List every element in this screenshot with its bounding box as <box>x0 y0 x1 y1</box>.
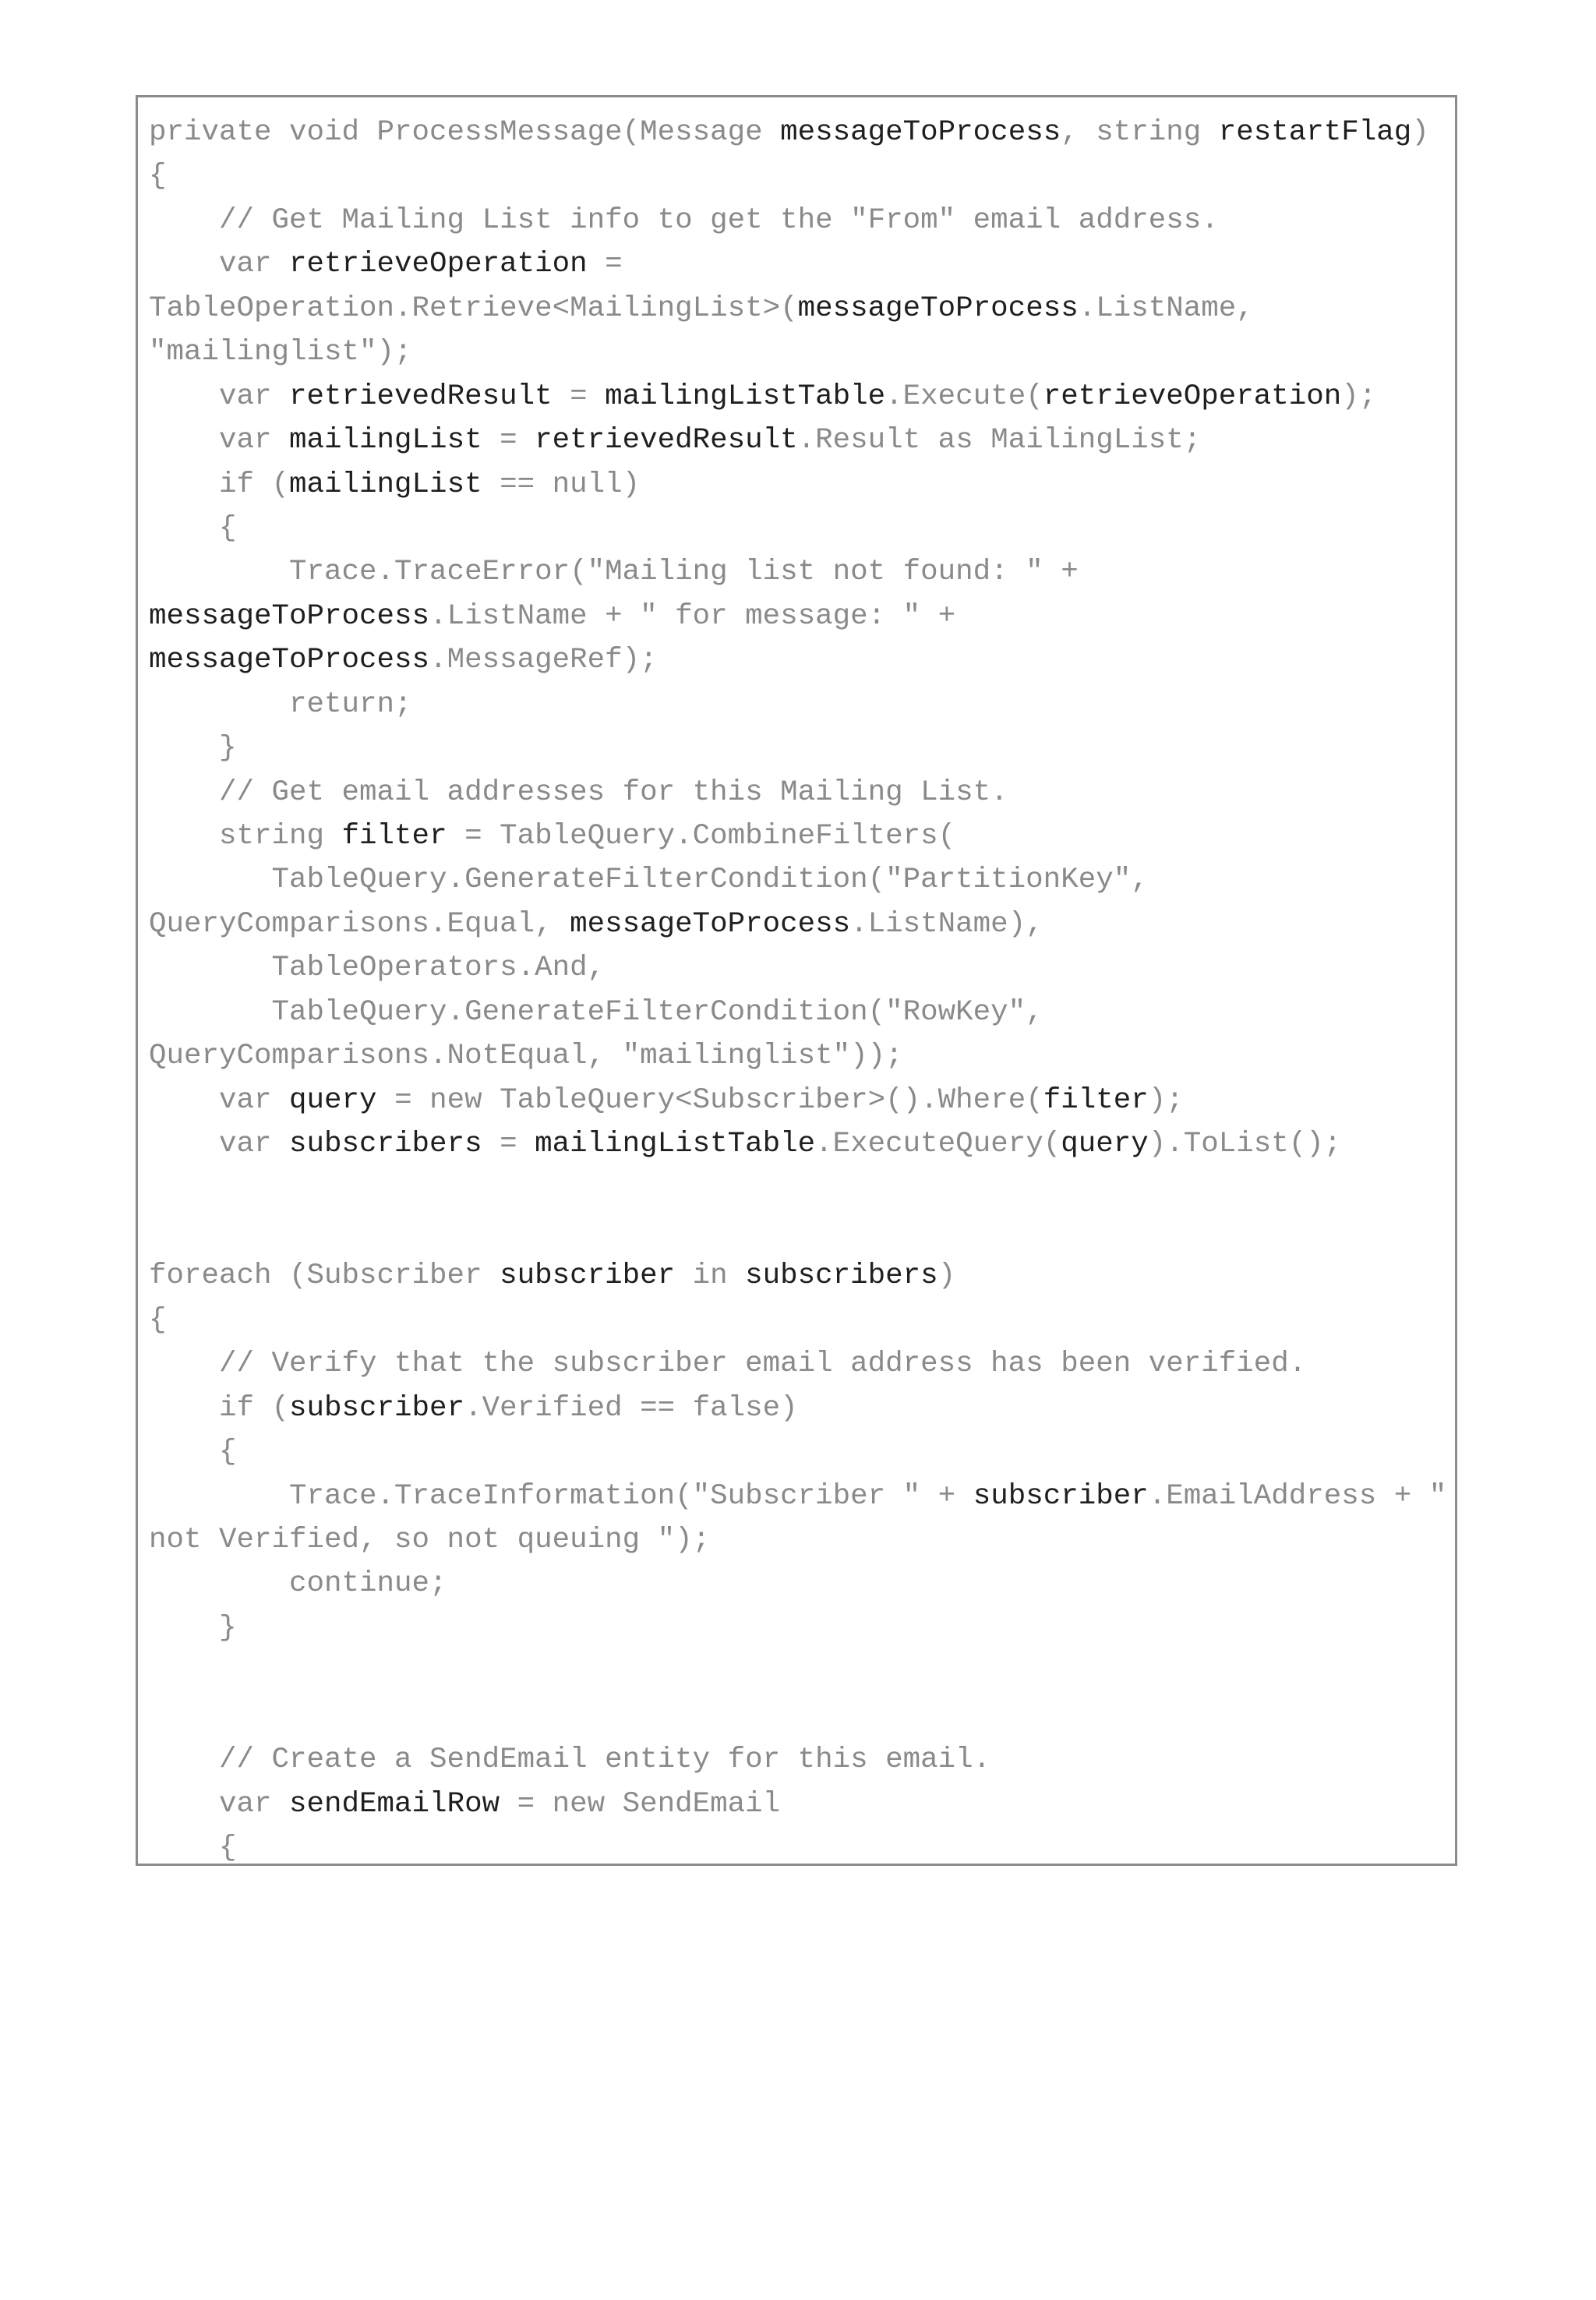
code-identifier: subscriber <box>973 1479 1149 1513</box>
code-token: == null) <box>482 468 641 501</box>
code-token: var <box>149 1787 290 1821</box>
code-line <box>149 1387 1446 1430</box>
code-token: = new SendEmail <box>500 1787 781 1821</box>
code-identifier: retrieveOperation <box>289 248 588 281</box>
code-token: .ListName), <box>850 907 1043 941</box>
code-token: .ExecuteQuery( <box>815 1128 1061 1161</box>
code-token: string <box>149 820 342 853</box>
code-token: .EmailAddress + " <box>1148 1479 1447 1513</box>
code-line <box>149 771 1446 814</box>
code-token: } <box>149 732 237 765</box>
code-line <box>149 154 1446 198</box>
code-line <box>149 1298 1446 1342</box>
code-identifier: messageToProcess <box>570 907 851 941</box>
code-identifier: mailingListTable <box>535 1128 816 1161</box>
code-line <box>149 726 1446 770</box>
code-line <box>149 1079 1446 1122</box>
code-line <box>149 375 1446 419</box>
code-token: "mailinglist"); <box>149 336 412 369</box>
code-token: = TableQuery.CombineFilters( <box>447 820 956 853</box>
code-line <box>149 1518 1446 1562</box>
code-token: ) <box>1411 116 1429 149</box>
code-token: TableOperation.Retrieve<MailingList>( <box>149 291 798 325</box>
code-token: { <box>149 511 237 545</box>
code-line <box>149 330 1446 374</box>
code-token: { <box>149 1303 167 1337</box>
code-token: .Verified == false) <box>464 1391 798 1425</box>
code-token: var <box>149 380 290 413</box>
code-token: { <box>149 1436 237 1469</box>
code-token: { <box>149 1832 237 1865</box>
code-identifier: mailingList <box>289 424 482 458</box>
code-token: TableQuery.GenerateFilterCondition("PartitionKey", <box>149 864 1149 897</box>
code-token: .ListName, <box>1078 291 1254 325</box>
code-token: Trace.TraceInformation("Subscriber " + <box>149 1479 973 1513</box>
code-line <box>149 638 1446 682</box>
code-block <box>136 95 1457 1866</box>
code-identifier: subscribers <box>745 1260 938 1293</box>
code-identifier: messageToProcess <box>149 599 430 633</box>
code-identifier: messageToProcess <box>797 291 1079 325</box>
code-identifier: filter <box>341 820 447 853</box>
code-line <box>149 1650 1446 1694</box>
code-line <box>149 991 1446 1034</box>
code-identifier: subscriber <box>500 1260 676 1293</box>
code-identifier: query <box>1061 1128 1149 1161</box>
code-token: Trace.TraceError("Mailing list not found: " + <box>149 556 1079 589</box>
code-token: ).ToList(); <box>1148 1128 1342 1161</box>
code-line <box>149 1606 1446 1650</box>
code-line <box>149 1430 1446 1474</box>
code-identifier: retrievedResult <box>289 380 553 413</box>
code-token: ); <box>1148 1083 1184 1117</box>
code-line <box>149 858 1446 902</box>
code-identifier: mailingList <box>289 468 482 501</box>
code-line <box>149 463 1446 507</box>
code-token: // Get email addresses for this Mailing List. <box>149 775 1008 809</box>
code-line <box>149 242 1446 286</box>
code-line <box>149 1342 1446 1386</box>
code-token: } <box>149 1611 237 1645</box>
code-token: // Verify that the subscriber email address has been verified. <box>149 1348 1307 1381</box>
code-token: TableQuery.GenerateFilterCondition("RowKey", <box>149 995 1043 1029</box>
code-identifier: restartFlag <box>1218 116 1412 149</box>
code-line <box>149 1475 1446 1518</box>
code-identifier: filter <box>1043 1083 1149 1117</box>
code-identifier: retrieveOperation <box>1043 380 1342 413</box>
code-token: foreach (Subscriber <box>149 1260 500 1293</box>
code-token: { <box>149 160 167 193</box>
code-token: private void ProcessMessage(Message <box>149 116 781 149</box>
code-token: in <box>675 1260 746 1293</box>
code-token: TableOperators.And, <box>149 952 606 985</box>
code-line <box>149 1167 1446 1210</box>
code-token: .MessageRef); <box>429 644 658 677</box>
code-token: var <box>149 1128 290 1161</box>
code-token: = <box>552 380 606 413</box>
code-identifier: sendEmailRow <box>289 1787 500 1821</box>
code-token: ) <box>937 1260 956 1293</box>
code-token: QueryComparisons.NotEqual, "mailinglist")); <box>149 1040 903 1073</box>
code-token: , string <box>1061 116 1219 149</box>
code-token: = <box>482 424 535 458</box>
code-token: if ( <box>149 1391 290 1425</box>
code-token: // Create a SendEmail entity for this email. <box>149 1744 991 1777</box>
code-token: var <box>149 424 290 458</box>
code-line <box>149 111 1446 154</box>
code-token: .ListName + " for message: " + <box>429 599 956 633</box>
code-token: continue; <box>149 1567 447 1601</box>
code-identifier: subscriber <box>289 1391 465 1425</box>
code-lines <box>149 111 1446 1866</box>
code-identifier: mailingListTable <box>605 380 886 413</box>
code-line <box>149 550 1446 594</box>
code-line <box>149 903 1446 946</box>
code-line <box>149 814 1446 858</box>
code-line <box>149 1254 1446 1298</box>
code-token: = <box>482 1128 535 1161</box>
code-line <box>149 683 1446 726</box>
code-line <box>149 507 1446 550</box>
code-token: QueryComparisons.Equal, <box>149 907 570 941</box>
code-identifier: messageToProcess <box>780 116 1061 149</box>
code-line <box>149 287 1446 330</box>
code-line <box>149 1826 1446 1866</box>
code-token: not Verified, so not queuing "); <box>149 1524 711 1556</box>
code-line <box>149 1738 1446 1782</box>
code-token: = new TableQuery<Subscriber>().Where( <box>376 1083 1043 1117</box>
code-line <box>149 1782 1446 1826</box>
code-token: var <box>149 1083 290 1117</box>
code-line <box>149 1562 1446 1606</box>
code-token: // Get Mailing List info to get the "From" email address. <box>149 203 1219 237</box>
code-line <box>149 595 1446 638</box>
code-line <box>149 1694 1446 1738</box>
code-token: = <box>587 248 623 281</box>
code-token: ); <box>1341 380 1377 413</box>
code-line <box>149 419 1446 462</box>
code-token: return; <box>149 687 412 721</box>
code-token: .Execute( <box>885 380 1043 413</box>
code-identifier: retrievedResult <box>535 424 798 458</box>
code-token: var <box>149 248 290 281</box>
code-identifier: query <box>289 1083 377 1117</box>
code-line <box>149 1122 1446 1166</box>
code-line <box>149 199 1446 242</box>
code-line <box>149 946 1446 990</box>
code-token: if ( <box>149 468 290 501</box>
code-identifier: messageToProcess <box>149 644 430 677</box>
code-line <box>149 1210 1446 1254</box>
code-identifier: subscribers <box>289 1128 482 1161</box>
code-token: .Result as MailingList; <box>797 424 1202 458</box>
code-line <box>149 1034 1446 1078</box>
